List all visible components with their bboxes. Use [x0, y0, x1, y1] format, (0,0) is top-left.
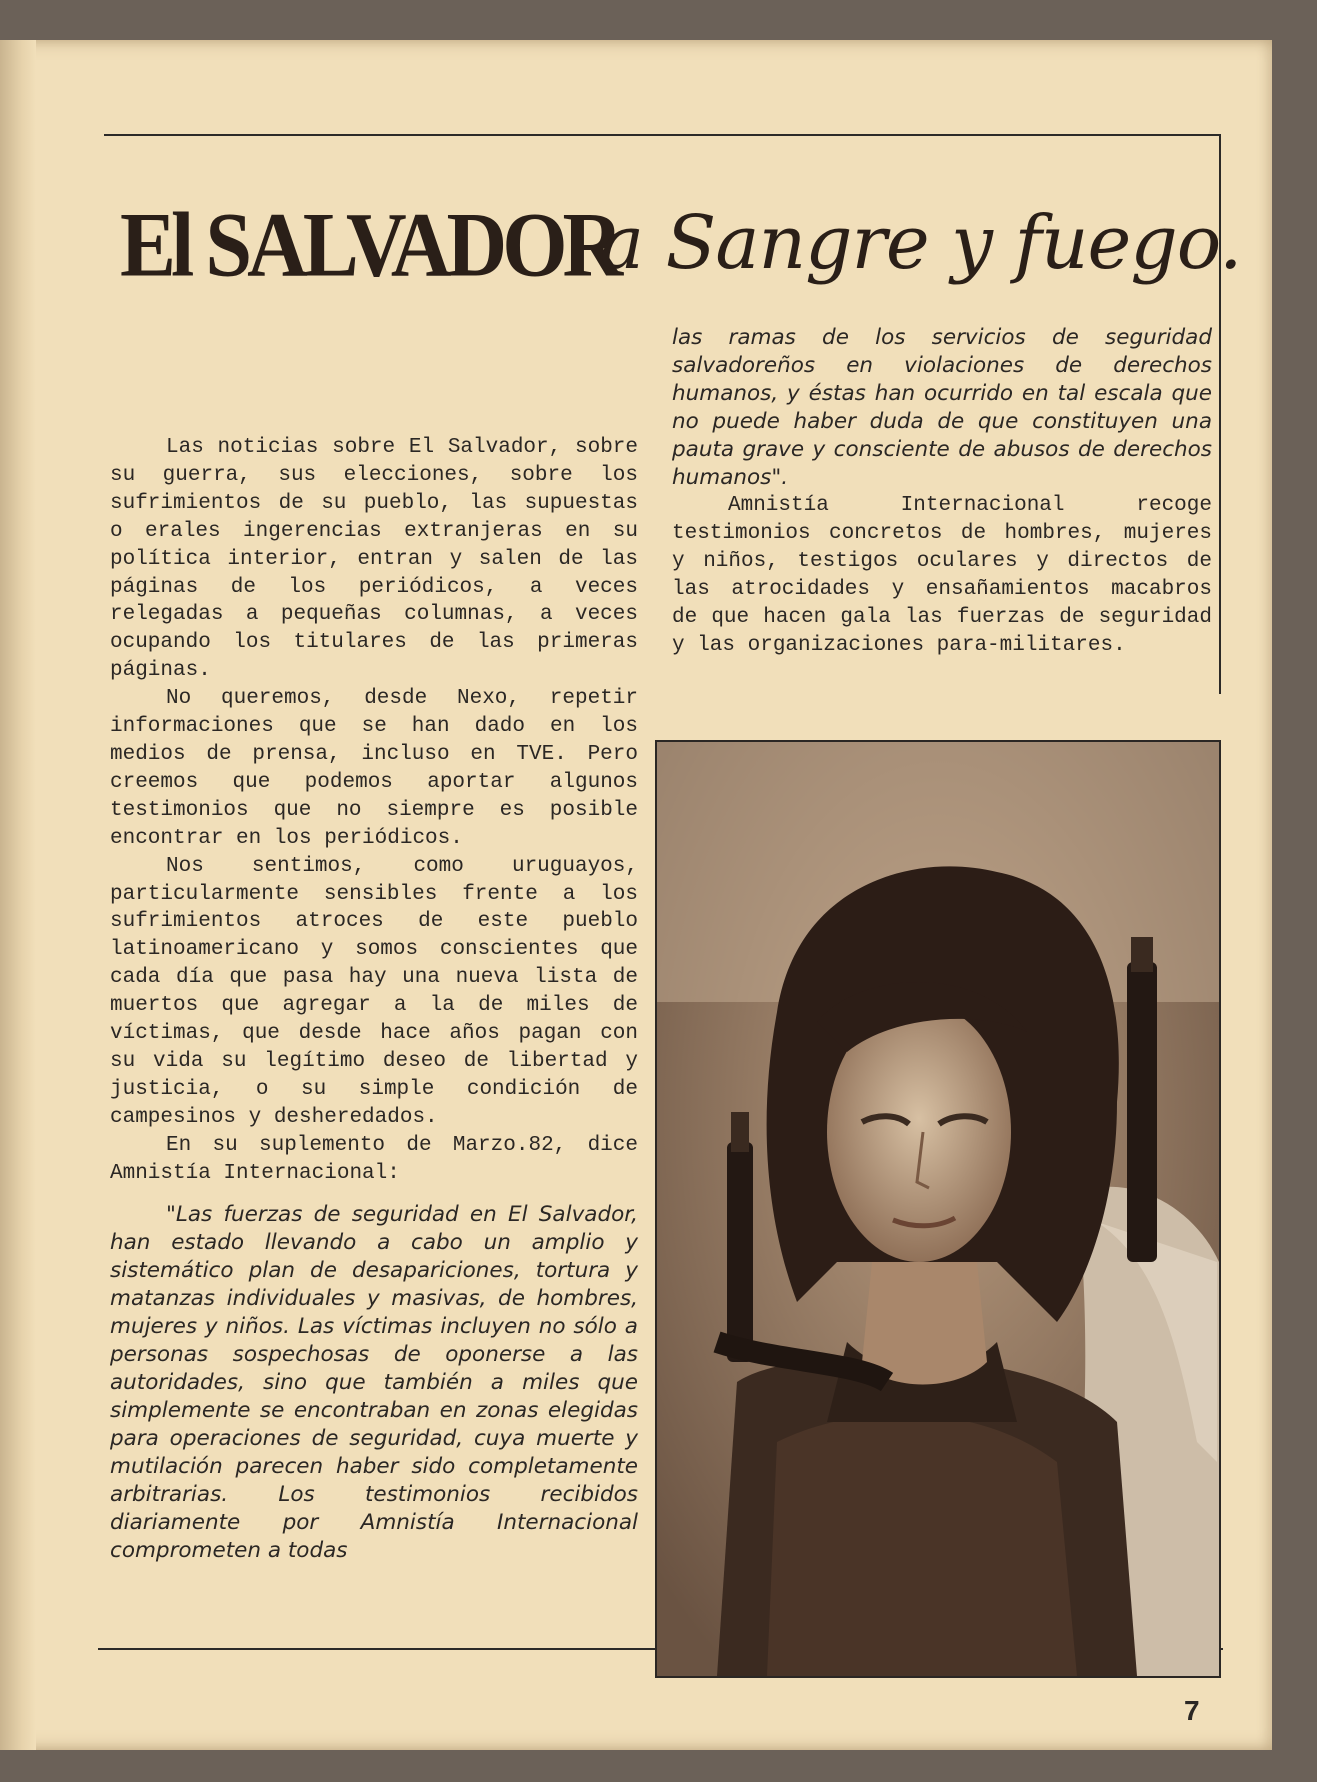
frame-top-rule — [104, 134, 1221, 136]
photo-woman-with-rifle — [655, 740, 1221, 1678]
left-column — [110, 434, 638, 1565]
paragraph: Amnistía Internacional recoge testimonios concretos de hombres, mujeres y niños, testigos oculares y directos de las atrocidades y ensañamientos macabros de que hacen gala las fuerzas de seguridad y las organizaciones para-militares. — [672, 494, 1212, 657]
amnesty-quote: "Las fuerzas de seguridad en El Salvador, han estado llevando a cabo un amplio y sistemático plan de desapariciones, tortura y matanzas individuales y masivas, de hombres, mujeres y niños. Las víctimas incluyen no sólo a personas sospechosas de oponerse a las autoridades, sino que también a miles que simplemente se encontraban en zonas elegidas para operaciones de seguridad, cuya muerte y mutilación parecen haber sido completamente arbitrarias. Los testimonios recibidos diariamente por Amnistía Internacional comprometen a todas — [110, 1202, 638, 1564]
article-title: El SALVADOR — [120, 194, 619, 297]
amnesty-quote-continued: las ramas de los servicios de seguridad salvadoreños en violaciones de derechos humanos, y éstas han ocurrido en tal escala que no puede haber duda de que constituyen una pauta grave y consciente de abusos de derechos humanos". — [672, 325, 1212, 490]
photo-image — [657, 742, 1219, 1676]
paragraph: Las noticias sobre El Salvador, sobre su guerra, sus elecciones, sobre los sufrimientos de su pueblo, las supuestas o erales ingerencias extranjeras en su política interior, entran y salen de las páginas de los periódicos, a veces relegadas a pequeñas columnas, a veces ocupando los titulares de las primeras páginas. — [110, 436, 638, 683]
right-column — [672, 324, 1212, 659]
magazine-page — [0, 40, 1272, 1750]
paragraph: No queremos, desde Nexo, repetir informaciones que se han dado en los medios de prensa, incluso en TVE. Pero creemos que podemos aportar algunos testimonios que no siempre es posible encontrar en los periódicos. — [110, 687, 638, 850]
page-spine-shadow — [0, 40, 36, 1750]
page-number: 7 — [1184, 1695, 1200, 1726]
paragraph: Nos sentimos, como uruguayos, particularmente sensibles frente a los sufrimientos atroces de este pueblo latinoamericano y somos conscientes que cada día que pasa hay una nueva lista de muertos que agregar a la de miles de víctimas, que desde hace años pagan con su vida su legítimo deseo de libertad y justicia, o su simple condición de campesinos y desheredados. — [110, 854, 638, 1129]
paragraph: En su suplemento de Marzo.82, dice Amnistía Internacional: — [110, 1133, 638, 1185]
article-title-script: a Sangre y fuego. — [600, 200, 1242, 286]
